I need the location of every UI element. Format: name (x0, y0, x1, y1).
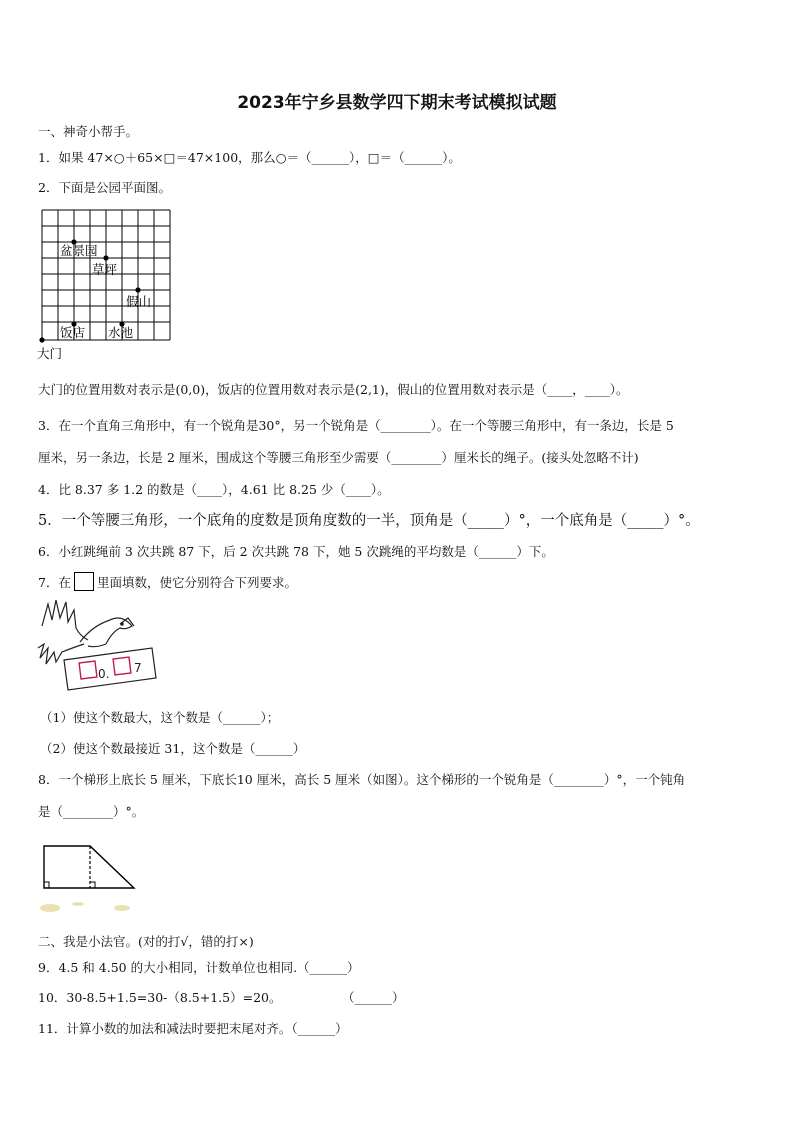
sign-board (64, 648, 156, 690)
point-caoping (103, 255, 108, 260)
sign-digit: 7 (134, 661, 142, 675)
faint-marks (40, 902, 130, 912)
question-8-line-1: 8．一个梯形上底长 5 厘米，下底长10 厘米，高长 5 厘米（如图）。这个梯形的一个锐角是（________）°，一个钝角 (38, 772, 686, 787)
question-7-part-1: （1）使这个数最大，这个数是（______）； (40, 710, 280, 725)
question-6: 6．小红跳绳前 3 次共跳 87 下，后 2 次共跳 78 下，她 5 次跳绳的平均数是（______）下。 (38, 544, 554, 559)
label-damen: 大门 (37, 346, 63, 361)
point-damen (39, 337, 44, 342)
label-shuichi: 水池 (108, 325, 134, 340)
question-3-line-1: 3．在一个直角三角形中，有一个锐角是30°，另一个锐角是（________）。在一个等腰三角形中，有一条边，长是 5 (38, 418, 674, 433)
question-9: 9．4.5 和 4.50 的大小相同，计数单位也相同.（______） (38, 960, 360, 975)
bird-sign-illustration (36, 596, 166, 692)
trapezoid-shape (44, 846, 134, 888)
question-7-prefix: 7．在 (38, 575, 71, 590)
question-5: 5．一个等腰三角形，一个底角的度数是顶角度数的一半，顶角是（_____）°，一个底角是（_____）°。 (38, 513, 700, 529)
sign-decimal-point: 0. (98, 667, 110, 681)
label-caoping: 草坪 (92, 262, 118, 277)
question-7-part-2: （2）使这个数最接近 31，这个数是（______） (40, 741, 306, 756)
label-penjing: 盆景园 (60, 243, 98, 258)
question-7 (38, 572, 297, 591)
question-2: 2．下面是公园平面图。 (38, 180, 171, 195)
question-11: 11．计算小数的加法和减法时要把末尾对齐。（______） (38, 1021, 348, 1036)
question-1: 1．如果 47×○＋65×□＝47×100，那么○＝（______），□＝（______）。 (38, 150, 461, 165)
park-map (36, 206, 176, 362)
point-jiashan (135, 287, 140, 292)
exam-title: 2023年宁乡县数学四下期末考试模拟试题 (237, 93, 557, 113)
right-angle-mark-height (90, 882, 95, 888)
label-fandian: 饭店 (60, 325, 86, 340)
question-7-suffix: 里面填数，使它分别符合下列要求。 (96, 575, 297, 590)
trapezoid-figure (38, 836, 142, 918)
right-angle-mark-left (44, 882, 49, 888)
question-10: 10．30-8.5+1.5=30-（8.5+1.5）=20。 (38, 990, 282, 1005)
section-two-heading: 二、我是小法官。(对的打√，错的打×) (38, 934, 254, 949)
question-3-line-2: 厘米，另一条边，长是 2 厘米，围成这个等腰三角形至少需要（________）厘米长的绳子。(接头处忽略不计) (38, 450, 639, 465)
fill-box-icon (74, 572, 94, 591)
question-8-line-2: 是（________）°。 (38, 804, 145, 819)
section-one-heading: 一、神奇小帮手。 (38, 124, 139, 139)
question-2-text: 大门的位置用数对表示是(0,0)，饭店的位置用数对表示是(2,1)，假山的位置用数对表示是（____，____）。 (38, 382, 629, 397)
question-4: 4．比 8.37 多 1.2 的数是（____），4.61 比 8.25 少（____）。 (38, 482, 390, 497)
label-jiashan: 假山 (126, 294, 152, 309)
question-10-blank: （______） (342, 990, 405, 1005)
